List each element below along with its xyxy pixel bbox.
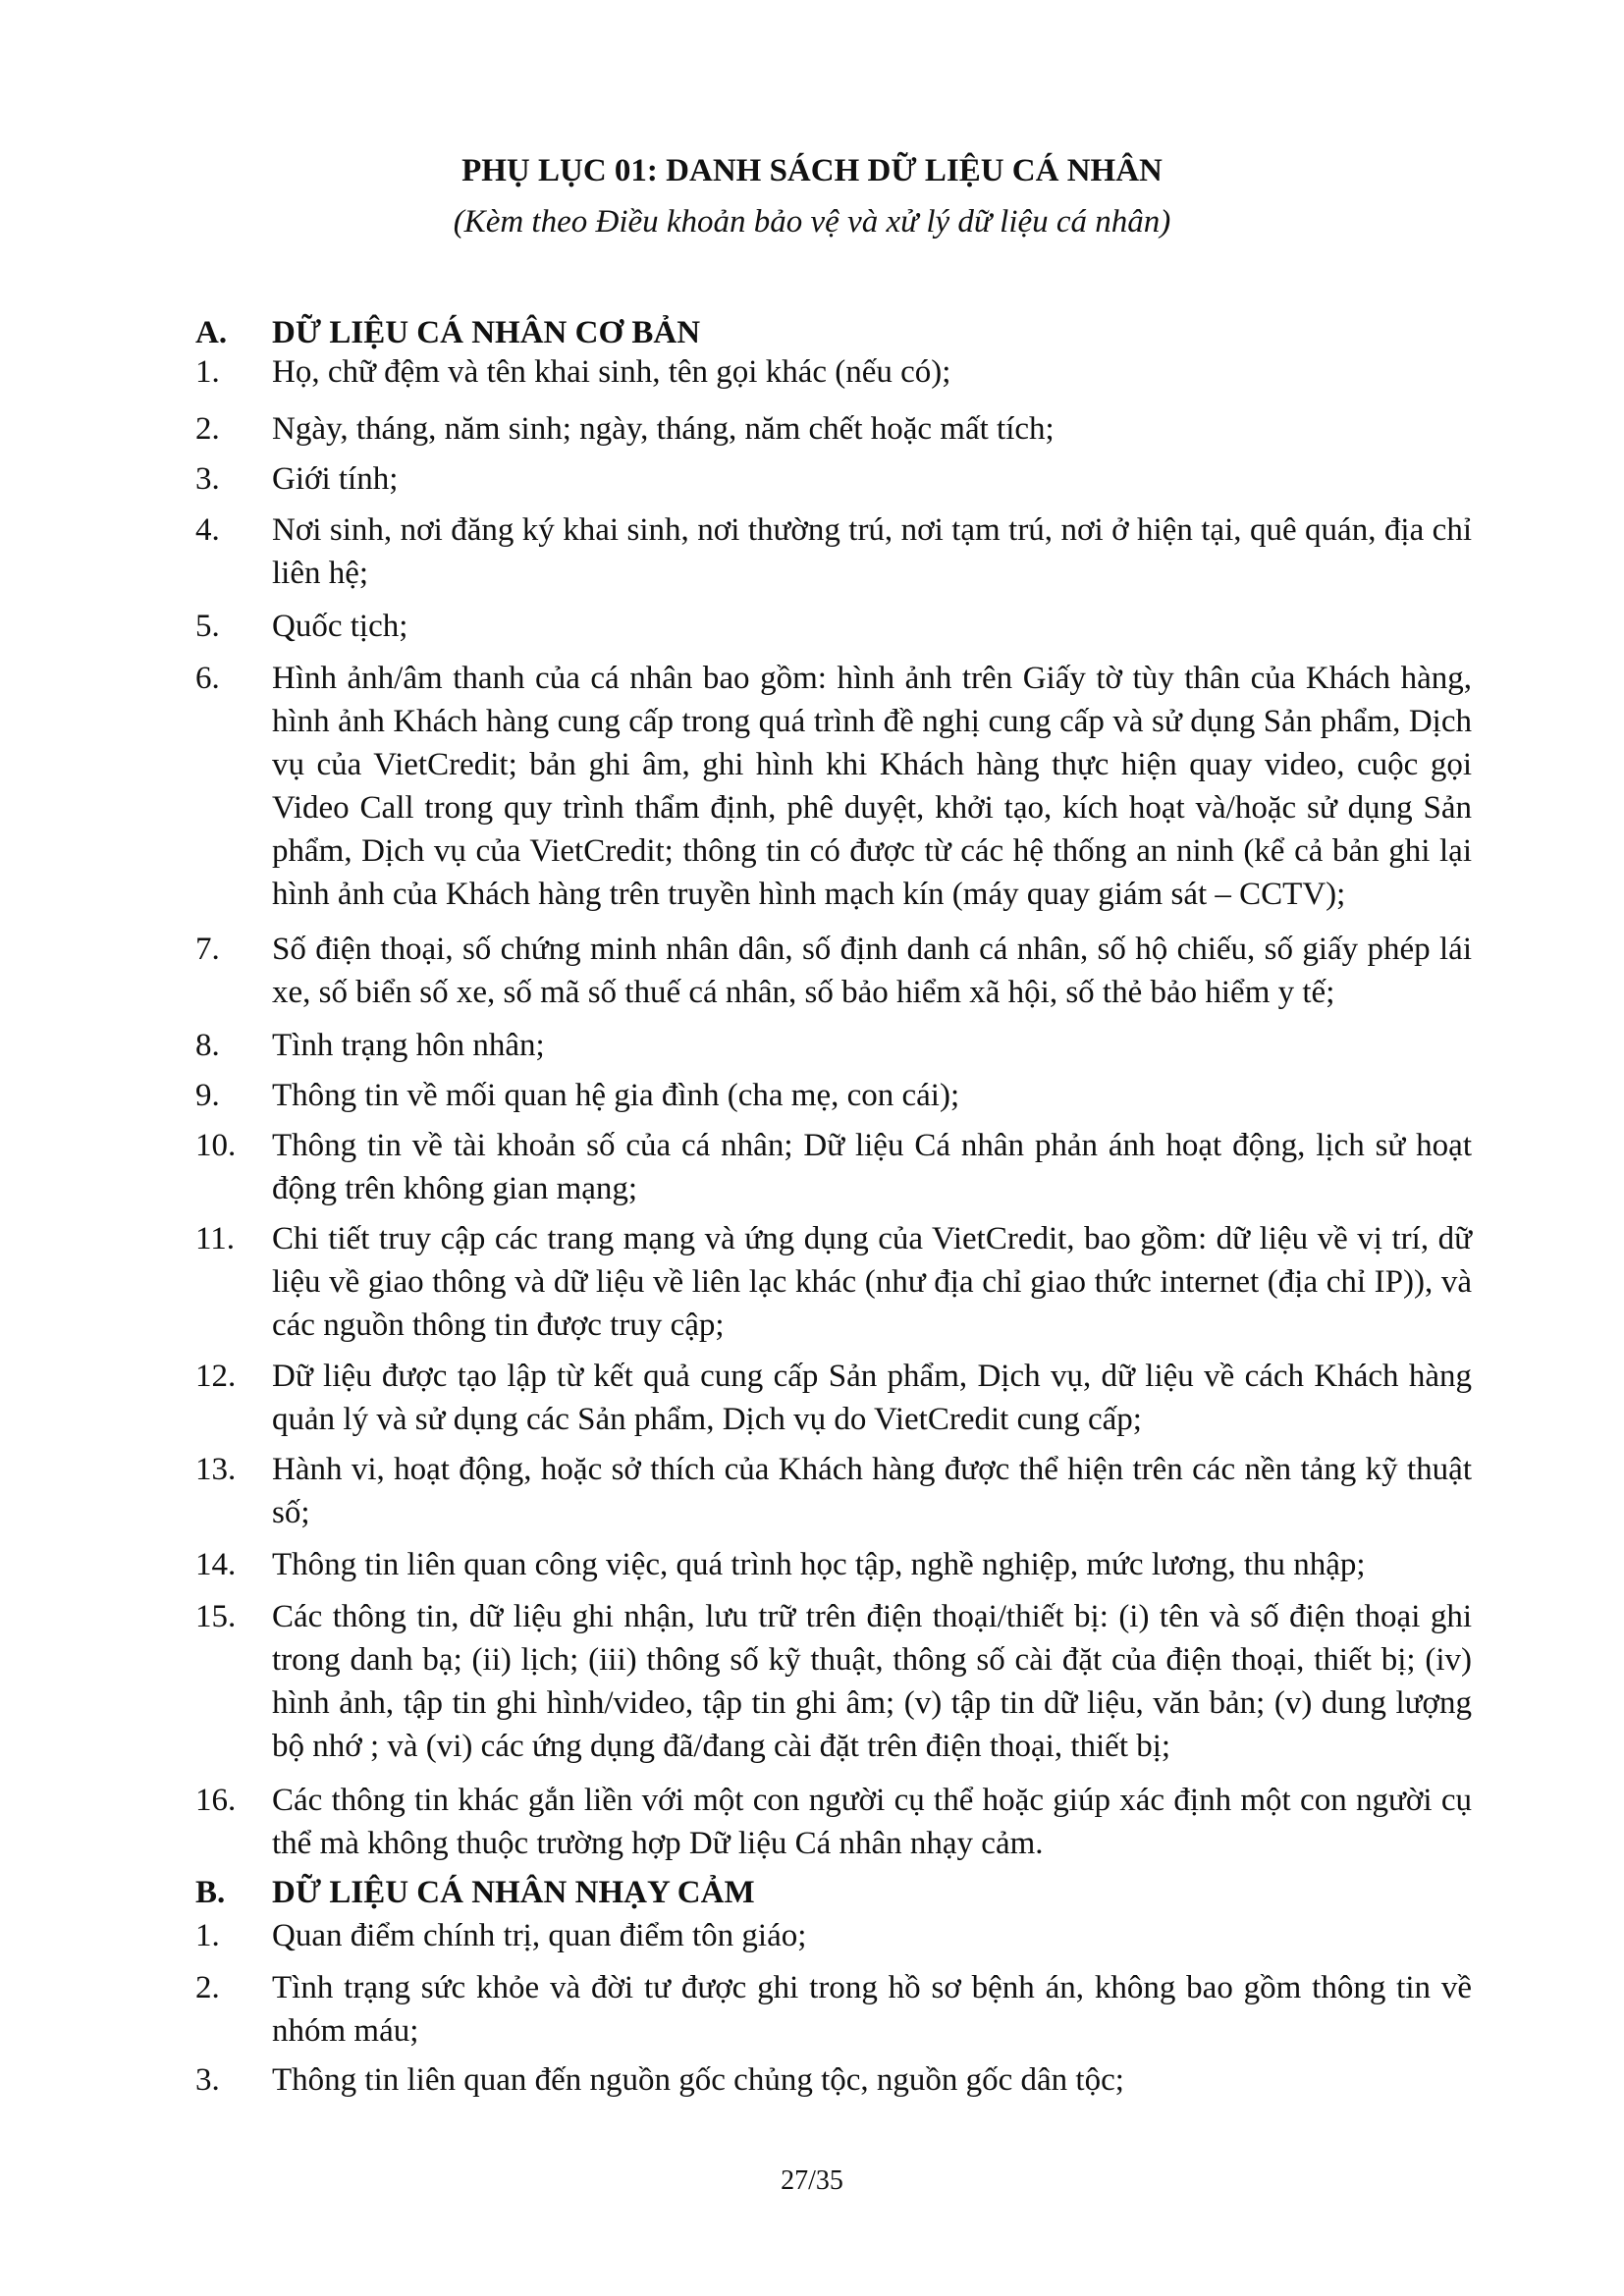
item-text: Thông tin về tài khoản số của cá nhân; Dữ liệu Cá nhân phản ánh hoạt động, lịch sử hoạt động trên không gian mạng; <box>272 1128 1472 1206</box>
item-text: Ngày, tháng, năm sinh; ngày, tháng, năm chết hoặc mất tích; <box>272 411 1055 447</box>
list-item <box>195 2058 1472 2102</box>
item-number: 5. <box>195 609 220 644</box>
item-text: Thông tin liên quan công việc, quá trình học tập, nghề nghiệp, mức lương, thu nhập; <box>272 1547 1366 1582</box>
list-item <box>195 1355 1472 1441</box>
item-number: 1. <box>195 1918 220 1953</box>
list-item <box>195 1217 1472 1347</box>
page-number: 27/35 <box>781 2165 843 2196</box>
list-item <box>195 1024 1472 1067</box>
item-text: Các thông tin khác gắn liền với một con người cụ thể hoặc giúp xác định một con người cụ thể mà không thuộc trường hợp Dữ liệu Cá nhân nhạy cảm. <box>272 1783 1472 1861</box>
item-number: 2. <box>195 1970 220 2005</box>
list-item <box>195 457 1472 501</box>
item-text: Hành vi, hoạt động, hoặc sở thích của Khách hàng được thể hiện trên các nền tảng kỹ thuật số; <box>272 1452 1472 1530</box>
item-number: 8. <box>195 1028 220 1063</box>
item-text: Hình ảnh/âm thanh của cá nhân bao gồm: hình ảnh trên Giấy tờ tùy thân của Khách hàng, hình ảnh Khách hàng cung cấp trong quá trình đề nghị cung cấp và sử dụng Sản phẩm, Dịch vụ của VietCredit; bản ghi âm, ghi hình khi Khách hàng thực hiện quay video, cuộc gọi Video Call trong quy trình thẩm định, phê duyệt, khởi tạo, kích hoạt và/hoặc sử dụng Sản phẩm, Dịch vụ của VietCredit; thông tin có được từ các hệ thống an ninh (kể cả bản ghi lại hình ảnh của Khách hàng trên truyền hình mạch kín (máy quay giám sát – CCTV); <box>272 661 1472 912</box>
item-text: Giới tính; <box>272 461 399 497</box>
item-text: Họ, chữ đệm và tên khai sinh, tên gọi khác (nếu có); <box>272 354 951 390</box>
section-letter: A. <box>195 315 228 350</box>
item-text: Quan điểm chính trị, quan điểm tôn giáo; <box>272 1918 807 1953</box>
section-heading-b <box>195 1871 1472 1914</box>
list-item <box>195 1966 1472 2053</box>
item-number: 13. <box>195 1452 237 1487</box>
list-item <box>195 928 1472 1014</box>
item-text: Tình trạng hôn nhân; <box>272 1028 545 1063</box>
section-title: DỮ LIỆU CÁ NHÂN CƠ BẢN <box>272 315 701 350</box>
list-item <box>195 1595 1472 1768</box>
item-number: 12. <box>195 1359 237 1394</box>
list-item <box>195 1124 1472 1210</box>
section-letter: B. <box>195 1875 226 1910</box>
item-text: Dữ liệu được tạo lập từ kết quả cung cấp Sản phẩm, Dịch vụ, dữ liệu về cách Khách hàng quản lý và sử dụng các Sản phẩm, Dịch vụ do VietCredit cung cấp; <box>272 1359 1472 1437</box>
list-item <box>195 1543 1472 1586</box>
item-number: 15. <box>195 1599 237 1634</box>
list-item <box>195 407 1472 451</box>
list-item <box>195 605 1472 648</box>
list-item <box>195 1779 1472 1865</box>
list-item <box>195 657 1472 916</box>
item-text: Chi tiết truy cập các trang mạng và ứng dụng của VietCredit, bao gồm: dữ liệu về vị trí, dữ liệu về giao thông và dữ liệu về liên lạc khác (như địa chỉ giao thức internet (địa chỉ IP)), và các nguồn thông tin được truy cập; <box>272 1221 1472 1343</box>
item-number: 14. <box>195 1547 237 1582</box>
item-number: 11. <box>195 1221 236 1256</box>
item-number: 7. <box>195 932 220 967</box>
section-heading-a <box>195 311 1472 354</box>
item-text: Các thông tin, dữ liệu ghi nhận, lưu trữ trên điện thoại/thiết bị: (i) tên và số điện thoại ghi trong danh bạ; (ii) lịch; (iii) thông số kỹ thuật, thông số cài đặt của điện thoại, thiết bị; (iv) hình ảnh, tập tin ghi hình/video, tập tin ghi âm; (v) tập tin dữ liệu, văn bản; (v) dung lượng bộ nhớ ; và (vi) các ứng dụng đã/đang cài đặt trên điện thoại, thiết bị; <box>272 1599 1472 1764</box>
item-text: Số điện thoại, số chứng minh nhân dân, số định danh cá nhân, số hộ chiếu, số giấy phép lái xe, số biển số xe, số mã số thuế cá nhân, số bảo hiểm xã hội, số thẻ bảo hiểm y tế; <box>272 932 1472 1010</box>
item-text: Nơi sinh, nơi đăng ký khai sinh, nơi thường trú, nơi tạm trú, nơi ở hiện tại, quê quán, địa chỉ liên hệ; <box>272 512 1472 591</box>
item-number: 10. <box>195 1128 237 1163</box>
list-item <box>195 1914 1472 1957</box>
document-title: PHỤ LỤC 01: DANH SÁCH DỮ LIỆU CÁ NHÂN <box>461 153 1163 188</box>
item-number: 3. <box>195 2062 220 2098</box>
list-item <box>195 1074 1472 1117</box>
list-item <box>195 508 1472 595</box>
item-number: 4. <box>195 512 220 548</box>
item-number: 6. <box>195 661 220 696</box>
document-subtitle: (Kèm theo Điều khoản bảo vệ và xử lý dữ liệu cá nhân) <box>453 204 1171 240</box>
section-title: DỮ LIỆU CÁ NHÂN NHẠY CẢM <box>272 1875 755 1910</box>
item-text: Thông tin về mối quan hệ gia đình (cha mẹ, con cái); <box>272 1078 960 1113</box>
item-number: 16. <box>195 1783 237 1818</box>
item-number: 9. <box>195 1078 220 1113</box>
item-text: Tình trạng sức khỏe và đời tư được ghi trong hồ sơ bệnh án, không bao gồm thông tin về nhóm máu; <box>272 1970 1472 2049</box>
item-number: 2. <box>195 411 220 447</box>
item-text: Thông tin liên quan đến nguồn gốc chủng tộc, nguồn gốc dân tộc; <box>272 2062 1124 2098</box>
list-item <box>195 350 1472 394</box>
list-item <box>195 1448 1472 1534</box>
item-text: Quốc tịch; <box>272 609 408 644</box>
item-number: 3. <box>195 461 220 497</box>
item-number: 1. <box>195 354 220 390</box>
